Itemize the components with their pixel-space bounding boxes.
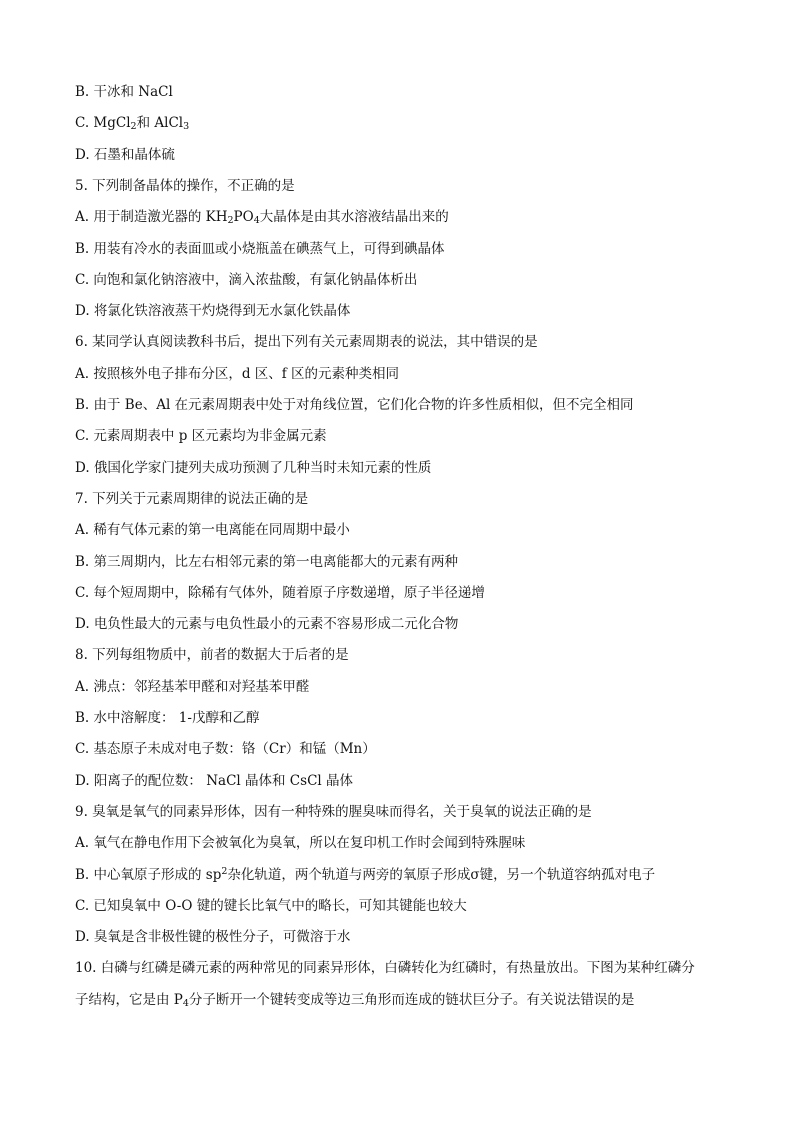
text-line <box>75 427 327 445</box>
text-line <box>75 302 350 320</box>
text-segment: D. 石墨和晶体硫 <box>75 146 175 163</box>
text-segment: B. 第三周期内，比左右相邻元素的第一电离能都大的元素有两种 <box>75 553 459 570</box>
text-segment: 杂化轨道，两个轨道与两旁的氧原子形成σ键，另一个轨道容纳孤对电子 <box>227 866 656 883</box>
text-line <box>75 333 538 351</box>
text-segment: C. MgCl <box>75 115 131 132</box>
text-line <box>75 772 353 790</box>
text-segment: A. 氧气在静电作用下会被氧化为臭氧，所以在复印机工作时会闻到特殊腥味 <box>75 835 526 852</box>
text-segment: 9. 臭氧是氧气的同素异形体，因有一种特殊的腥臭味而得名，关于臭氧的说法正确的是 <box>75 803 592 820</box>
text-line <box>75 928 350 946</box>
text-line <box>75 959 695 977</box>
text-segment: C. 每个短周期中，除稀有气体外，随着原子序数递增，原子半径递增 <box>75 584 485 601</box>
text-segment: B. 由于 Be、Al 在元素周期表中处于对角线位置，它们化合物的许多性质相似，但不完全相同 <box>75 397 634 413</box>
text-segment: D. 臭氧是含非极性键的极性分子，可微溶于水 <box>75 929 351 946</box>
text-segment: A. 稀有气体元素的第一电离能在同周期中最小 <box>75 522 350 539</box>
text-segment: B. 用装有冷水的表面皿或小烧瓶盖在碘蒸气上，可得到碘晶体 <box>75 240 445 257</box>
text-line <box>75 271 417 289</box>
text-segment: A. 按照核外电子排布分区，d 区、f 区的元素种类相同 <box>75 365 400 382</box>
subscript: 3 <box>183 121 190 133</box>
text-segment: D. 阳离子的配位数： NaCl 晶体和 CsCl 晶体 <box>75 772 354 789</box>
text-segment: 6. 某同学认真阅读教科书后，提出下列有关元素周期表的说法，其中错误的是 <box>75 334 538 351</box>
text-segment: D. 将氯化铁溶液蒸干灼烧得到无水氯化铁晶体 <box>75 303 351 320</box>
text-segment: C. 元素周期表中 p 区元素均为非金属元素 <box>75 428 327 445</box>
text-segment: D. 电负性最大的元素与电负性最小的元素不容易形成二元化合物 <box>75 616 459 633</box>
subscript: 2 <box>130 121 137 133</box>
text-line <box>75 146 175 164</box>
text-line <box>75 866 655 884</box>
text-segment: C. 基态原子未成对电子数：铬（Cr）和锰（Mn） <box>75 741 376 758</box>
text-line <box>75 240 445 258</box>
text-line <box>75 365 399 383</box>
subscript: 4 <box>253 215 260 227</box>
text-line <box>75 490 308 508</box>
text-line <box>75 177 295 195</box>
subscript: 4 <box>182 997 189 1009</box>
text-line <box>75 803 592 821</box>
text-segment: 8. 下列每组物质中，前者的数据大于后者的是 <box>75 647 349 664</box>
text-line <box>75 897 467 915</box>
text-segment: A. 沸点：邻羟基苯甲醛和对羟基苯甲醛 <box>75 678 310 695</box>
text-segment: A. 用于制造激光器的 KH <box>75 209 228 226</box>
text-segment: 10. 白磷与红磷是磷元素的两种常见的同素异形体，白磷转化为红磷时，有热量放出。下图为某种红磷分 <box>75 960 695 977</box>
text-line <box>75 208 449 226</box>
text-line <box>75 584 485 602</box>
text-line <box>75 991 634 1009</box>
text-segment: D. 俄国化学家门捷列夫成功预测了几种当时未知元素的性质 <box>75 459 432 476</box>
text-line <box>75 83 173 101</box>
text-segment: 7. 下列关于元素周期律的说法正确的是 <box>75 490 309 507</box>
text-segment: B. 水中溶解度： 1-戊醇和乙醇 <box>75 710 260 726</box>
text-segment: B. 中心氧原子形成的 sp <box>75 866 222 883</box>
text-line <box>75 740 376 758</box>
text-segment: 分子断开一个键转变成等边三角形而连成的链状巨分子。有关说法错误的是 <box>188 991 635 1008</box>
text-segment: C. 向饱和氯化钠溶液中，滴入浓盐酸，有氯化钠晶体析出 <box>75 271 418 288</box>
text-segment: 大晶体是由其水溶液结晶出来的 <box>259 209 449 226</box>
text-segment: 5. 下列制备晶体的操作，不正确的是 <box>75 177 295 194</box>
text-line <box>75 709 259 727</box>
text-line <box>75 396 634 414</box>
text-line <box>75 521 350 539</box>
text-line <box>75 646 349 664</box>
text-line <box>75 678 309 696</box>
text-line <box>75 114 189 132</box>
text-segment: C. 已知臭氧中 O-O 键的键长比氧气中的略长，可知其键能也较大 <box>75 897 467 914</box>
superscript: 2 <box>221 865 228 877</box>
text-line <box>75 553 458 571</box>
text-segment: 和 AlCl <box>136 115 184 132</box>
text-line <box>75 459 431 477</box>
text-segment: 子结构，它是由 P <box>75 991 183 1008</box>
text-segment: B. 干冰和 NaCl <box>75 84 173 100</box>
text-line <box>75 834 525 852</box>
text-segment: PO <box>233 209 254 226</box>
text-line <box>75 615 458 633</box>
subscript: 2 <box>227 215 234 227</box>
